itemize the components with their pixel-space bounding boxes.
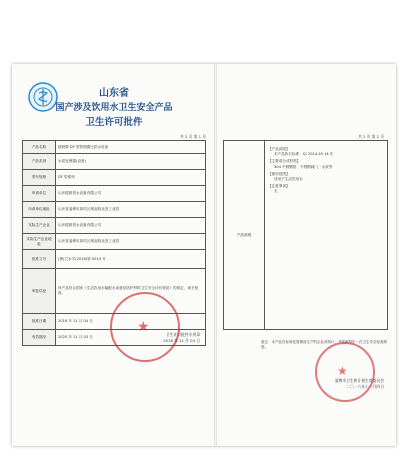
license-document (12, 64, 396, 446)
section-heading: 【主要成分或材料】 (268, 159, 301, 164)
row-value: 德晨牌 DF 型管网叠压供水设备 (56, 141, 206, 154)
row-value: 该产品符合国家《生活饮用水输配水设备及防护材料卫生安全评价规范》的规定，现予批准。 (56, 269, 206, 314)
page-number-left: 共 2 页 第 1 页 (179, 134, 206, 139)
section-heading: 【产品说明】 (268, 147, 290, 151)
row-label: 产品名称 (23, 141, 56, 154)
row-label: 批准日期 (23, 314, 56, 330)
seal-name: 卫生许可批件专用章 (165, 332, 200, 337)
issuing-authority (335, 378, 384, 390)
authority-name: 淄博市卫生和计划生育委员会 (334, 378, 384, 383)
section-item: 304 不锈钢管、不锈钢阀门、水泵等 (274, 164, 333, 169)
row-value: 山东德晨供水设备有限公司 (56, 186, 206, 202)
right-page (223, 72, 388, 438)
star-icon: ★ (337, 364, 348, 378)
row-label: 实际生产企业 (23, 218, 56, 234)
star-icon: ★ (137, 319, 150, 335)
section-heading: 【使用范围】 (268, 171, 290, 176)
row-label: 审批结论 (23, 269, 56, 314)
left-page (20, 72, 208, 438)
row-label: 有效期至 (23, 330, 56, 346)
section-heading: 【注意事项】 (268, 184, 290, 189)
row-value: 2016 年 11 月 04 日 (56, 314, 206, 330)
document-title: 国产涉及饮用水卫生安全产品 (55, 103, 173, 113)
table-row (23, 186, 206, 202)
page-number-right: 共 2 页 第 2 页 (357, 134, 384, 139)
row-value: DF 型系列 (56, 170, 206, 186)
section-item: 无 (274, 189, 278, 194)
page-fold (214, 64, 217, 446)
table-row (23, 141, 206, 154)
table-row (23, 218, 206, 234)
row-value: 2020 年 11 月 03 日 (56, 330, 206, 346)
table-row (23, 170, 206, 186)
province-title: 山东省 (99, 88, 129, 99)
table-row (23, 269, 206, 314)
table-row (23, 202, 206, 218)
row-value: 山东省淄博市周村区城北路北首工业园 (56, 234, 206, 250)
table-row (23, 154, 206, 170)
official-seal-right (315, 342, 375, 402)
section-item: 本产品执行标准：Q/ 2014-20 14 年 (274, 152, 334, 157)
description-label: 产品说明 (224, 141, 265, 329)
row-label: 申请单位 (23, 186, 56, 202)
row-label: 批准文号 (23, 250, 56, 269)
description-content (268, 145, 384, 195)
table-row (23, 250, 206, 269)
issue-date: 二〇一六年十一月四日 (346, 384, 384, 389)
row-label: 产品类别 (23, 154, 56, 170)
section-item: 适用于生活饮用水 (274, 177, 303, 182)
official-seal-left (110, 292, 180, 362)
document-subtitle: 卫生许可批件 (85, 117, 143, 128)
table-row (23, 234, 206, 250)
remarks-text: 备注：本产品在标准化管理前生产的企业须执行，并按照每年一次卫生安全检查制度。 (261, 340, 387, 350)
row-label: 申请单位地址 (23, 202, 56, 218)
row-value: 山东德晨供水设备有限公司 (56, 218, 206, 234)
row-label: 型号规格 (23, 170, 56, 186)
seal-date: 2016 年 11 月 04 日 (163, 337, 200, 343)
left-seal-text (163, 332, 200, 343)
row-value: 水质处理器(设备) (56, 154, 206, 170)
row-value: 山东省淄博市周村区城北路北首工业园 (56, 202, 206, 218)
row-label: 实际生产企业地址 (23, 234, 56, 250)
row-value: (鲁)卫水字(2016)第 0014 号 (56, 250, 206, 269)
product-description-box (223, 140, 388, 330)
